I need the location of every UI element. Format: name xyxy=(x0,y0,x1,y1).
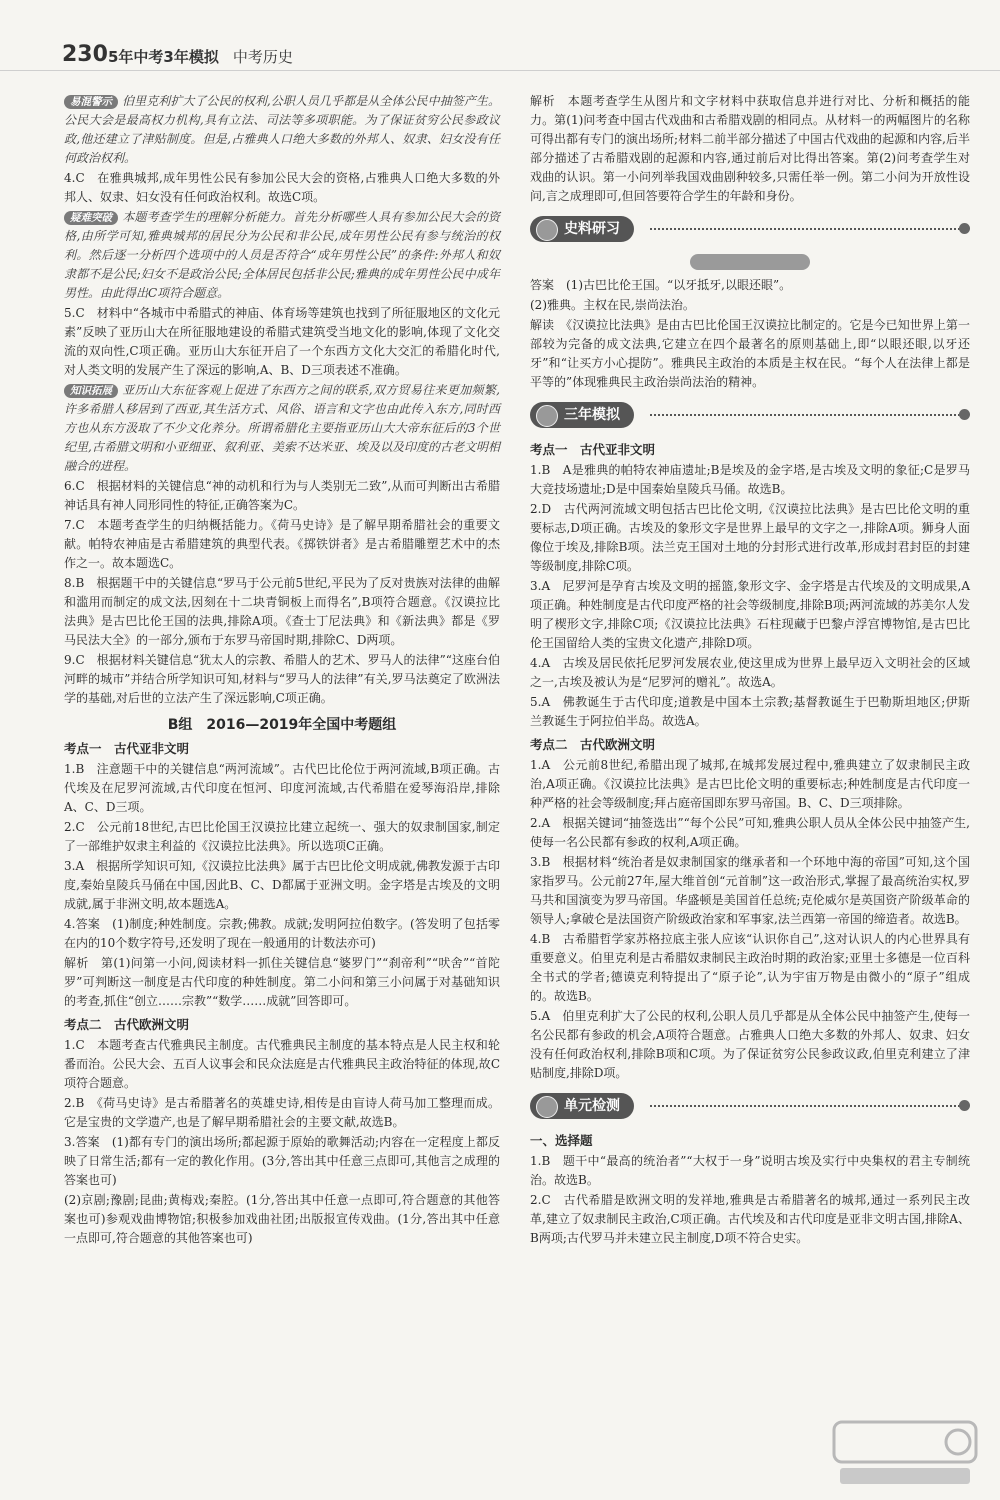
section-banner-sannian: 三年模拟 xyxy=(530,402,970,432)
u-answer-2: 2.C 古代希腊是欧洲文明的发祥地,雅典是古希腊著名的城邦,通过一系列民主改革,建立了奴隶制民主政治,C项正确。古代埃及和古代印度是亚非文明古国,排除A、B两项;古代罗马并未建立民主制度,D项不符合史实。 xyxy=(530,1193,970,1245)
bullet-icon xyxy=(959,223,970,234)
analysis-paragraph: 解析 本题考查学生从图片和文字材料中获取信息并进行对比、分析和概括的能力。第(1)问考查中国古代戏曲和古希腊戏剧的相同点。从材料一的两幅图片的名称可得出都有专门的演出场所;材料二前半部分描述了中国古代戏曲的起源和内容,后半部分描述了古希腊戏剧的起源和内容,通过前后对比得出答案。第(2)问考查学生对戏曲的认识。第一小问列举我国戏曲剧种较多,只需任举一例。第二小问为开放性设问,言之成理即可,但回答要符合学生的年龄和身份。 xyxy=(530,94,970,203)
note-label: 知识拓展 xyxy=(64,384,118,398)
study-answer: 答案 (1)古巴比伦王国。“以牙抵牙,以眼还眼”。 xyxy=(530,278,792,292)
c-answer-3: 3.答案 (1)都有专门的演出场所;都起源于原始的歌舞活动;内容在一定程度上都反映了日常生活;都有一定的教化作用。(3分,答出其中任意三点即可,其他言之成理的答案也可) xyxy=(64,1135,500,1187)
answer-5: 5.C 材料中“各城市中希腊式的神庙、体育场等建筑也找到了所征服地区的文化元素”反映了亚历山大在所征服地建设的希腊式建筑受当地文化的影响,体现了文化交流的双向性,C项正确。亚历山大东征开启了一个东西方文化大交汇的希腊化时代,对人类文明的发展产生了深远的影响,A、B、D三项表述不准确。 xyxy=(64,306,500,377)
mascot-icon xyxy=(536,405,558,427)
b-answer-1: 1.B 注意题干中的关键信息“两河流域”。古代巴比伦位于两河流域,B项正确。古代埃及在尼罗河流域,古代印度在恒河、印度河流域,古代希腊在爱琴海沿岸,排除A、C、D三项。 xyxy=(64,762,500,814)
note-knowledge: 知识拓展 亚历山大东征客观上促进了东西方之间的联系,双方贸易往来更加频繁,许多希腊人移居到了西亚,其生活方式、风俗、语言和文字也由此传入东方,同时西方也从东方汲取了不少文化养分。所谓希腊化主要指亚历山大大帝东征后的3个世纪里,古希腊文明和小亚细亚、叙利亚、美索不达米亚、埃及以及印度的古老文明相融合的进程。 xyxy=(64,383,500,473)
n-answer-3: 3.B 根据材料“统治者是奴隶制国家的继承者和一个环地中海的帝国”可知,这个国家指罗马。公元前27年,屋大维首创“元首制”这一政治形式,掌握了最高统治实权,罗马共和国演变为罗马帝国。华盛顿是美国首任总统;克伦威尔是英国资产阶级革命的领导人;拿破仑是法国资产阶级政治家和军事家,法兰西第一帝国的缔造者。故选B。 xyxy=(530,855,970,926)
group-b-title: B组 2016—2019年全国中考题组 xyxy=(167,717,397,733)
b-answer-4: 4.答案 (1)制度;种姓制度。宗教;佛教。成就;发明阿拉伯数字。(答发明了包括零在内的10个数字符号,还发明了现在一般通用的计数法亦可) xyxy=(64,917,500,950)
m-answer-3: 3.A 尼罗河是孕育古埃及文明的摇篮,象形文字、金字塔是古代埃及的文明成果,A项正确。种姓制度是古代印度严格的社会等级制度,排除B项;两河流域的苏美尔人发明了楔形文字,排除C项;《汉谟拉比法典》石柱现藏于巴黎卢浮宫博物馆,是古巴比伦王国留给人类的宝贵文化遗产,排除D项。 xyxy=(530,579,970,650)
note-label: 疑难突破 xyxy=(64,211,118,225)
n-answer-5: 5.A 伯里克利扩大了公民的权利,公职人员几乎都是从全体公民中抽签产生,使每一名公民都有参政的机会,A项符合题意。占雅典人口绝大多数的外邦人、奴隶、妇女没有任何政治权利,排除B项和C项。为了保证贫穷公民参政议政,伯里克利建立了津贴制度,排除D项。 xyxy=(530,1009,970,1080)
c-answer-2: 2.B 《荷马史诗》是古希腊著名的英雄史诗,相传是由盲诗人荷马加工整理而成。它是宝贵的文学遗产,也是了解早期希腊社会的主要文献,故选B。 xyxy=(64,1096,500,1129)
section-choice-title: 一、选择题 xyxy=(530,1133,593,1148)
section-banner-danyuan: 单元检测 xyxy=(530,1093,970,1123)
answer-4: 4.C 在雅典城邦,成年男性公民有参加公民大会的资格,占雅典人口绝大多数的外邦人、奴隶、妇女没有任何政治权利。故选C项。 xyxy=(64,171,500,204)
m-answer-2: 2.D 古代两河流域文明包括古巴比伦文明,《汉谟拉比法典》是古巴比伦文明的重要标志,D项正确。古埃及的象形文字是世界上最早的文字之一,排除A项。狮身人面像位于埃及,排除B项。法兰克王国对土地的分封形式进行改革,形成封君封臣的封建等级制度,排除C项。 xyxy=(530,502,970,573)
note-difficulty: 疑难突破 本题考查学生的理解分析能力。首先分析哪些人具有参加公民大会的资格,由所学可知,雅典城邦的居民分为公民和非公民,成年男性公民有参与统治的权利。然后逐一分析四个选项中的人员是否符合“成年男性公民”的条件:外邦人和奴隶都不是公民;妇女不是政治公民;全体居民包括非公民;雅典的成年男性公民中成年男性。由此得出C项符合题意。 xyxy=(64,210,500,300)
note-confusion: 易混警示 伯里克利扩大了公民的权利,公职人员几乎都是从全体公民中抽签产生。公民大会是最高权力机构,具有立法、司法等多项职能。为了保证贫穷公民参政议政,他还建立了津贴制度。但是,占雅典人口绝大多数的外邦人、奴隶、妇女没有任何政治权利。 xyxy=(64,94,500,165)
sub-label-pill xyxy=(690,254,810,270)
bullet-icon xyxy=(959,1100,970,1111)
mascot-icon xyxy=(536,1096,558,1118)
page-number: 230 xyxy=(62,42,108,67)
m-answer-4: 4.A 古埃及居民依托尼罗河发展农业,使这里成为世界上最早迈入文明社会的区域之一,古埃及被认为是“尼罗河的赠礼”。故选A。 xyxy=(530,656,970,689)
left-column xyxy=(64,92,500,1249)
kaodian-1-title: 考点一 古代亚非文明 xyxy=(530,442,656,457)
study-answer-2: (2)雅典。主权在民,崇尚法治。 xyxy=(530,298,695,312)
section-banner-shiliao: 史料研习 xyxy=(530,216,970,246)
dotted-rule xyxy=(650,1105,960,1107)
m-answer-5: 5.A 佛教诞生于古代印度;道教是中国本土宗教;基督教诞生于巴勒斯坦地区;伊斯兰教诞生于阿拉伯半岛。故选A。 xyxy=(530,695,970,728)
mascot-icon xyxy=(536,219,558,241)
n-answer-4: 4.B 古希腊哲学家苏格拉底主张人应该“认识你自己”,这对认识人的内心世界具有重要意义。伯里克利是古希腊奴隶制民主政治时期的政治家;亚里士多德是一位百科全书式的学者;德谟克利特提出了“原子论”,认为宇宙万物是由微小的“原子”组成的。故选B。 xyxy=(530,932,970,1003)
b-answer-2: 2.C 公元前18世纪,古巴比伦国王汉谟拉比建立起统一、强大的奴隶制国家,制定了一部维护奴隶主利益的《汉谟拉比法典》。所以选项C正确。 xyxy=(64,820,500,853)
answer-6: 6.C 根据材料的关键信息“神的动机和行为与人类别无二致”,从而可判断出古希腊神话具有神人同形同性的特征,正确答案为C。 xyxy=(64,479,500,512)
answer-8: 8.B 根据题干中的关键信息“罗马于公元前5世纪,平民为了反对贵族对法律的曲解和滥用而制定的成文法,因刻在十二块青铜板上而得名”,B项符合题意。《汉谟拉比法典》是古巴比伦王国的法典,排除A项。《查士丁尼法典》和《新法典》都是《罗马民法大全》的一部分,颁布于东罗马帝国时期,排除C、D两项。 xyxy=(64,576,500,647)
c-answer-3b: (2)京剧;豫剧;昆曲;黄梅戏;秦腔。(1分,答出其中任意一点即可,符合题意的其他答案也可)参观戏曲博物馆;积极参加戏曲社团;出版报宣传戏曲。(1分,答出其中任意一点即可,符合题意的其他答案也可) xyxy=(64,1193,500,1245)
n-answer-1: 1.A 公元前8世纪,希腊出现了城邦,在城邦发展过程中,雅典建立了奴隶制民主政治,A项正确。《汉谟拉比法典》是古巴比伦文明的重要标志;种姓制度是古代印度一种严格的社会等级制度;拜占庭帝国即东罗马帝国。B、C、D三项排除。 xyxy=(530,758,970,810)
page-header xyxy=(0,0,1000,71)
book-title: 5年中考3年模拟 中考历史 xyxy=(108,48,293,66)
kaodian-2-title: 考点二 古代欧洲文明 xyxy=(64,1017,190,1032)
study-explain: 解读 《汉谟拉比法典》是由古巴比伦国王汉谟拉比制定的。它是今已知世界上第一部较为完备的成文法典,它建立在四个最著名的原则基础上,即“以眼还眼,以牙还牙”和“让买方小心提防”。雅典民主政治的本质是主权在民。“每个人在法律上都是平等的”体现雅典民主政治崇尚法治的精神。 xyxy=(530,318,970,389)
kaodian-2-title: 考点二 古代欧洲文明 xyxy=(530,737,656,752)
u-answer-1: 1.B 题干中“最高的统治者”“大权于一身”说明古埃及实行中央集权的君主专制统治。故选B。 xyxy=(530,1154,970,1187)
kaodian-1-title: 考点一 古代亚非文明 xyxy=(64,741,190,756)
b-answer-3: 3.A 根据所学知识可知,《汉谟拉比法典》属于古巴比伦文明成就,佛教发源于古印度,秦始皇陵兵马俑在中国,因此B、C、D都属于亚洲文明。金字塔是古埃及的文明成就,属于非洲文明,故本题选A。 xyxy=(64,859,500,911)
dotted-rule xyxy=(650,228,960,230)
n-answer-2: 2.A 根据关键词“抽签选出”“每个公民”可知,雅典公职人员从全体公民中抽签产生,使每一名公民都有参政的权利,A项正确。 xyxy=(530,816,970,849)
m-answer-1: 1.B A是雅典的帕特农神庙遗址;B是埃及的金字塔,是古埃及文明的象征;C是罗马大竞技场遗址;D是中国秦始皇陵兵马俑。故选B。 xyxy=(530,463,970,496)
watermark-logo xyxy=(830,1416,980,1490)
answer-7: 7.C 本题考查学生的归纳概括能力。《荷马史诗》是了解早期希腊社会的重要文献。帕特农神庙是古希腊建筑的典型代表。《掷铁饼者》是古希腊雕塑艺术中的杰作之一。故本题选C。 xyxy=(64,518,500,570)
right-column xyxy=(530,92,970,1249)
answer-9: 9.C 根据材料关键信息“犹太人的宗教、希腊人的艺术、罗马人的法律”“这座台伯河畔的城市”并结合所学知识可知,材料与“罗马人的法律”有关,罗马法奠定了欧洲法学的基础,对后世的立法产生了深远影响,C项正确。 xyxy=(64,653,500,705)
note-label: 易混警示 xyxy=(64,95,118,109)
dotted-rule xyxy=(650,414,960,416)
subject-label: 中考历史 xyxy=(232,48,293,66)
c-answer-1: 1.C 本题考查古代雅典民主制度。古代雅典民主制度的基本特点是人民主权和轮番而治。公民大会、五百人议事会和民众法庭是古代雅典民主政治特征的体现,故C项符合题意。 xyxy=(64,1038,500,1090)
b-answer-4-analysis: 解析 第(1)问第一小问,阅读材料一抓住关键信息“婆罗门”“刹帝利”“吠舍”“首陀罗”可判断这一制度是古代印度的种姓制度。第二小问和第三小问属于对基础知识的考查,抓住“创立……宗教”“数学……成就”回答即可。 xyxy=(64,956,500,1008)
bullet-icon xyxy=(959,409,970,420)
